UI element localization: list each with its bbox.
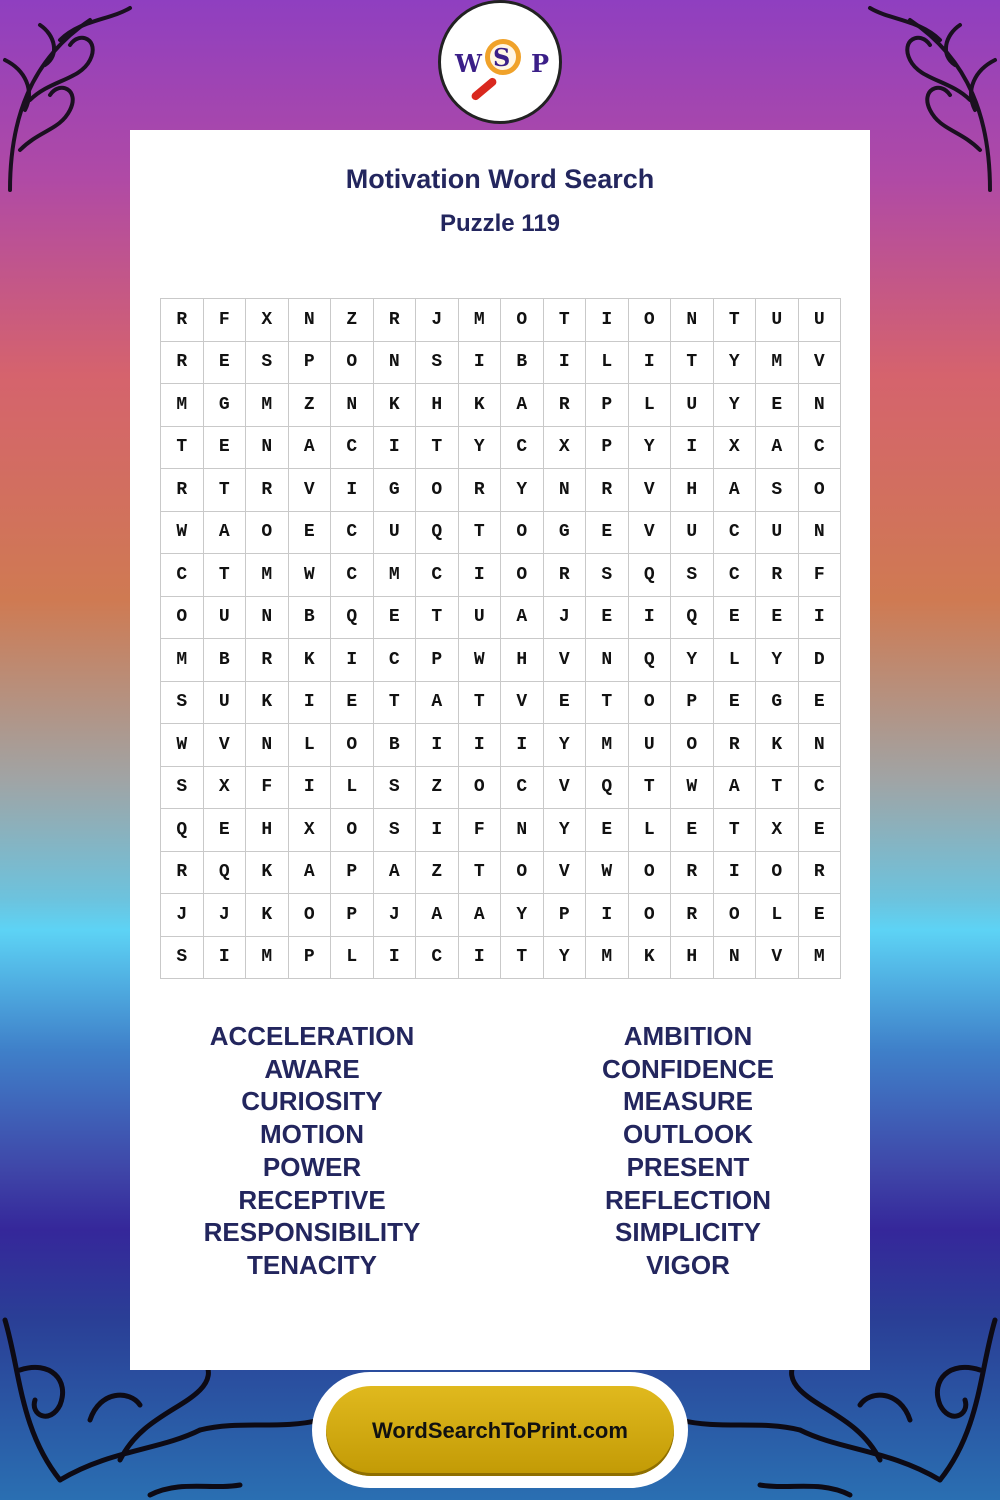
grid-cell[interactable]: R	[544, 554, 587, 597]
grid-cell[interactable]: Y	[714, 384, 757, 427]
grid-cell[interactable]: P	[289, 937, 332, 980]
grid-cell[interactable]: O	[501, 554, 544, 597]
grid-cell[interactable]: Y	[544, 809, 587, 852]
grid-cell[interactable]: N	[246, 597, 289, 640]
grid-cell[interactable]: R	[161, 299, 204, 342]
grid-cell[interactable]: W	[161, 512, 204, 555]
word-list-item: CURIOSITY	[241, 1086, 383, 1117]
grid-cell[interactable]: E	[799, 894, 842, 937]
grid-cell[interactable]: Y	[501, 894, 544, 937]
grid-cell[interactable]: H	[671, 469, 714, 512]
grid-cell[interactable]: E	[204, 342, 247, 385]
grid-cell[interactable]: M	[799, 937, 842, 980]
grid-cell[interactable]: C	[331, 554, 374, 597]
grid-cell[interactable]: O	[501, 512, 544, 555]
logo-letter-w: W	[455, 49, 482, 78]
grid-cell[interactable]: N	[246, 724, 289, 767]
grid-cell[interactable]: J	[374, 894, 417, 937]
grid-cell[interactable]: E	[714, 597, 757, 640]
grid-cell[interactable]: V	[629, 512, 672, 555]
grid-cell[interactable]: N	[671, 299, 714, 342]
grid-cell[interactable]: Y	[544, 724, 587, 767]
grid-cell[interactable]: N	[331, 384, 374, 427]
grid-cell[interactable]: C	[416, 554, 459, 597]
grid-cell[interactable]: T	[459, 512, 502, 555]
grid-cell[interactable]: L	[714, 639, 757, 682]
grid-cell[interactable]: F	[799, 554, 842, 597]
grid-cell[interactable]: O	[331, 342, 374, 385]
grid-cell[interactable]: O	[246, 512, 289, 555]
grid-cell[interactable]: M	[246, 384, 289, 427]
puzzle-subtitle: Puzzle 119	[439, 210, 561, 237]
grid-cell[interactable]: B	[501, 342, 544, 385]
grid-cell[interactable]: T	[586, 682, 629, 725]
grid-cell[interactable]: I	[459, 554, 502, 597]
grid-cell[interactable]: T	[629, 767, 672, 810]
grid-cell[interactable]: A	[756, 427, 799, 470]
grid-cell[interactable]: N	[799, 724, 842, 767]
grid-cell[interactable]: S	[161, 937, 204, 980]
grid-cell[interactable]: N	[714, 937, 757, 980]
grid-cell[interactable]: K	[246, 682, 289, 725]
grid-cell[interactable]: O	[331, 809, 374, 852]
grid-cell[interactable]: R	[671, 852, 714, 895]
word-list-item: CONFIDENCE	[602, 1053, 774, 1084]
grid-cell[interactable]: A	[501, 384, 544, 427]
logo-letter-p: P	[531, 49, 550, 78]
grid-cell[interactable]: L	[331, 767, 374, 810]
grid-cell[interactable]: P	[416, 639, 459, 682]
grid-cell[interactable]: E	[204, 809, 247, 852]
grid-cell[interactable]: C	[799, 427, 842, 470]
grid-cell[interactable]: I	[544, 342, 587, 385]
grid-cell[interactable]: F	[459, 809, 502, 852]
grid-cell[interactable]: Y	[459, 427, 502, 470]
grid-cell[interactable]: T	[544, 299, 587, 342]
grid-cell[interactable]: U	[671, 384, 714, 427]
grid-cell[interactable]: I	[416, 724, 459, 767]
grid-cell[interactable]: A	[204, 512, 247, 555]
grid-cell[interactable]: E	[586, 597, 629, 640]
grid-cell[interactable]: O	[799, 469, 842, 512]
grid-cell[interactable]: J	[416, 299, 459, 342]
grid-cell[interactable]: I	[289, 767, 332, 810]
grid-cell[interactable]: Q	[416, 512, 459, 555]
grid-cell[interactable]: R	[374, 299, 417, 342]
grid-cell[interactable]: I	[459, 937, 502, 980]
grid-cell[interactable]: O	[629, 299, 672, 342]
grid-cell[interactable]: G	[204, 384, 247, 427]
grid-cell[interactable]: I	[331, 639, 374, 682]
grid-cell[interactable]: O	[331, 724, 374, 767]
grid-cell[interactable]: Y	[671, 639, 714, 682]
grid-cell[interactable]: P	[544, 894, 587, 937]
grid-cell[interactable]: T	[714, 809, 757, 852]
grid-cell[interactable]: X	[204, 767, 247, 810]
grid-cell[interactable]: I	[671, 427, 714, 470]
grid-cell[interactable]: A	[289, 852, 332, 895]
grid-cell[interactable]: Q	[331, 597, 374, 640]
grid-cell[interactable]: N	[374, 342, 417, 385]
grid-cell[interactable]: L	[586, 342, 629, 385]
grid-cell[interactable]: L	[756, 894, 799, 937]
grid-cell[interactable]: Z	[289, 384, 332, 427]
grid-cell[interactable]: N	[246, 427, 289, 470]
grid-cell[interactable]: A	[416, 682, 459, 725]
word-list-item: OUTLOOK	[623, 1119, 753, 1150]
grid-cell[interactable]: Y	[714, 342, 757, 385]
grid-cell[interactable]: E	[671, 809, 714, 852]
grid-cell[interactable]: N	[289, 299, 332, 342]
grid-cell[interactable]: C	[331, 512, 374, 555]
grid-cell[interactable]: R	[246, 469, 289, 512]
grid-cell[interactable]: L	[629, 809, 672, 852]
grid-cell[interactable]: F	[204, 299, 247, 342]
grid-cell[interactable]: K	[289, 639, 332, 682]
grid-cell[interactable]: R	[161, 342, 204, 385]
grid-cell[interactable]: I	[714, 852, 757, 895]
grid-cell[interactable]: E	[374, 597, 417, 640]
grid-cell[interactable]: C	[714, 512, 757, 555]
grid-cell[interactable]: Q	[671, 597, 714, 640]
grid-cell[interactable]: M	[586, 724, 629, 767]
word-list-right	[538, 1020, 838, 1282]
grid-cell[interactable]: U	[459, 597, 502, 640]
grid-cell[interactable]: C	[501, 767, 544, 810]
grid-cell[interactable]: N	[501, 809, 544, 852]
grid-cell[interactable]: Z	[416, 767, 459, 810]
grid-cell[interactable]: E	[544, 682, 587, 725]
grid-cell[interactable]: I	[204, 937, 247, 980]
puzzle-title: Motivation Word Search	[345, 164, 655, 194]
grid-cell[interactable]: I	[331, 469, 374, 512]
grid-cell[interactable]: O	[629, 894, 672, 937]
grid-cell[interactable]: G	[374, 469, 417, 512]
grid-cell[interactable]: V	[204, 724, 247, 767]
grid-cell[interactable]: S	[246, 342, 289, 385]
grid-cell[interactable]: M	[161, 639, 204, 682]
grid-cell[interactable]: T	[671, 342, 714, 385]
grid-cell[interactable]: P	[586, 384, 629, 427]
grid-cell[interactable]: R	[799, 852, 842, 895]
grid-cell[interactable]: R	[714, 724, 757, 767]
grid-cell[interactable]: H	[246, 809, 289, 852]
grid-cell[interactable]: V	[544, 852, 587, 895]
grid-cell[interactable]: Z	[331, 299, 374, 342]
grid-cell[interactable]: A	[289, 427, 332, 470]
grid-cell[interactable]: N	[799, 512, 842, 555]
grid-cell[interactable]: G	[756, 682, 799, 725]
grid-cell[interactable]: C	[161, 554, 204, 597]
grid-cell[interactable]: R	[161, 469, 204, 512]
grid-cell[interactable]: S	[161, 767, 204, 810]
grid-cell[interactable]: A	[714, 767, 757, 810]
grid-cell[interactable]: B	[204, 639, 247, 682]
grid-cell[interactable]: V	[289, 469, 332, 512]
grid-cell[interactable]: C	[799, 767, 842, 810]
grid-cell[interactable]: I	[374, 937, 417, 980]
grid-cell[interactable]: F	[246, 767, 289, 810]
grid-cell[interactable]: E	[799, 809, 842, 852]
grid-cell[interactable]: E	[331, 682, 374, 725]
grid-cell[interactable]: A	[459, 894, 502, 937]
grid-cell[interactable]: V	[544, 767, 587, 810]
grid-cell[interactable]: I	[629, 597, 672, 640]
grid-cell[interactable]: O	[714, 894, 757, 937]
grid-cell[interactable]: R	[544, 384, 587, 427]
word-list-left	[162, 1020, 462, 1282]
grid-cell[interactable]: Q	[629, 639, 672, 682]
grid-cell[interactable]: D	[799, 639, 842, 682]
word-list-item: AWARE	[264, 1053, 360, 1084]
grid-cell[interactable]: E	[289, 512, 332, 555]
grid-cell[interactable]: T	[204, 469, 247, 512]
grid-cell[interactable]: O	[459, 767, 502, 810]
grid-cell[interactable]: Y	[544, 937, 587, 980]
grid-cell[interactable]: S	[756, 469, 799, 512]
grid-cell[interactable]: K	[246, 852, 289, 895]
grid-cell[interactable]: S	[586, 554, 629, 597]
word-list-item: TENACITY	[247, 1249, 377, 1280]
grid-cell[interactable]: R	[459, 469, 502, 512]
grid-cell[interactable]: R	[246, 639, 289, 682]
grid-cell[interactable]: C	[714, 554, 757, 597]
grid-cell[interactable]: I	[799, 597, 842, 640]
grid-cell[interactable]: K	[246, 894, 289, 937]
grid-cell[interactable]: O	[756, 852, 799, 895]
grid-cell[interactable]: M	[374, 554, 417, 597]
grid-cell[interactable]: B	[374, 724, 417, 767]
grid-cell[interactable]: R	[586, 469, 629, 512]
grid-cell[interactable]: I	[629, 342, 672, 385]
grid-cell[interactable]: U	[756, 512, 799, 555]
grid-cell[interactable]: C	[416, 937, 459, 980]
word-list-item: POWER	[262, 1151, 362, 1182]
grid-cell[interactable]: E	[586, 809, 629, 852]
grid-cell[interactable]: Y	[756, 639, 799, 682]
grid-cell[interactable]: S	[671, 554, 714, 597]
grid-cell[interactable]: V	[501, 682, 544, 725]
grid-cell[interactable]: A	[501, 597, 544, 640]
grid-cell[interactable]: X	[544, 427, 587, 470]
grid-cell[interactable]: V	[629, 469, 672, 512]
grid-cell[interactable]: U	[204, 597, 247, 640]
word-list-item: VIGOR	[646, 1249, 730, 1280]
grid-cell[interactable]: Q	[629, 554, 672, 597]
grid-cell[interactable]: C	[331, 427, 374, 470]
grid-cell[interactable]: W	[459, 639, 502, 682]
grid-cell[interactable]: S	[161, 682, 204, 725]
grid-cell[interactable]: I	[289, 682, 332, 725]
grid-cell[interactable]: C	[501, 427, 544, 470]
grid-cell[interactable]: M	[459, 299, 502, 342]
grid-cell[interactable]: B	[289, 597, 332, 640]
grid-cell[interactable]: U	[629, 724, 672, 767]
grid-cell[interactable]: U	[799, 299, 842, 342]
grid-cell[interactable]: T	[416, 597, 459, 640]
grid-cell[interactable]: L	[289, 724, 332, 767]
grid-cell[interactable]: A	[416, 894, 459, 937]
grid-cell[interactable]: X	[756, 809, 799, 852]
grid-cell[interactable]: T	[459, 852, 502, 895]
magnifier-handle	[470, 76, 498, 101]
grid-cell[interactable]: M	[586, 937, 629, 980]
word-list-item: ACCELERATION	[209, 1021, 415, 1051]
grid-cell[interactable]: O	[501, 299, 544, 342]
grid-cell[interactable]: P	[586, 427, 629, 470]
grid-cell[interactable]: M	[246, 937, 289, 980]
grid-cell[interactable]: J	[544, 597, 587, 640]
grid-cell[interactable]: K	[629, 937, 672, 980]
grid-cell[interactable]: E	[714, 682, 757, 725]
grid-cell[interactable]: N	[544, 469, 587, 512]
grid-cell[interactable]: V	[756, 937, 799, 980]
grid-cell[interactable]: T	[501, 937, 544, 980]
grid-cell[interactable]: Y	[501, 469, 544, 512]
grid-cell[interactable]: O	[671, 724, 714, 767]
grid-cell[interactable]: K	[374, 384, 417, 427]
grid-cell[interactable]: I	[501, 724, 544, 767]
grid-cell[interactable]: O	[161, 597, 204, 640]
grid-cell[interactable]: E	[204, 427, 247, 470]
grid-cell[interactable]: P	[289, 342, 332, 385]
site-link-button[interactable]: WordSearchToPrint.com	[326, 1386, 674, 1476]
grid-cell[interactable]: H	[416, 384, 459, 427]
grid-cell[interactable]: Z	[416, 852, 459, 895]
logo-letter-s: S	[493, 43, 511, 72]
grid-cell[interactable]: U	[374, 512, 417, 555]
word-list-item: AMBITION	[623, 1021, 753, 1051]
grid-cell[interactable]: X	[246, 299, 289, 342]
grid-cell[interactable]: Q	[161, 809, 204, 852]
grid-cell[interactable]: T	[161, 427, 204, 470]
word-list-item: SIMPLICITY	[615, 1217, 761, 1248]
grid-cell[interactable]: O	[289, 894, 332, 937]
grid-cell[interactable]: W	[289, 554, 332, 597]
grid-cell[interactable]: R	[756, 554, 799, 597]
grid-cell[interactable]: E	[756, 597, 799, 640]
site-logo[interactable]	[438, 0, 562, 124]
grid-cell[interactable]: G	[544, 512, 587, 555]
grid-cell[interactable]: J	[204, 894, 247, 937]
grid-cell[interactable]: A	[714, 469, 757, 512]
grid-cell[interactable]: Q	[586, 767, 629, 810]
grid-cell[interactable]: S	[416, 342, 459, 385]
word-list-item: PRESENT	[626, 1151, 750, 1182]
grid-cell[interactable]: I	[416, 809, 459, 852]
grid-cell[interactable]: U	[671, 512, 714, 555]
word-list-item: MEASURE	[622, 1086, 753, 1117]
grid-cell[interactable]: T	[714, 299, 757, 342]
grid-cell[interactable]: L	[331, 937, 374, 980]
grid-cell[interactable]: A	[374, 852, 417, 895]
grid-cell[interactable]: U	[204, 682, 247, 725]
grid-cell[interactable]: P	[331, 852, 374, 895]
grid-cell[interactable]: O	[629, 682, 672, 725]
grid-cell[interactable]: H	[671, 937, 714, 980]
word-list-item: RECEPTIVE	[238, 1184, 386, 1215]
grid-cell[interactable]: O	[501, 852, 544, 895]
grid-cell[interactable]: E	[756, 384, 799, 427]
word-list-item: MOTION	[260, 1119, 364, 1150]
grid-cell[interactable]: S	[374, 767, 417, 810]
grid-cell[interactable]: W	[161, 724, 204, 767]
grid-cell[interactable]: S	[374, 809, 417, 852]
grid-cell[interactable]: J	[161, 894, 204, 937]
grid-cell[interactable]: U	[756, 299, 799, 342]
word-list-item: RESPONSIBILITY	[203, 1217, 421, 1248]
grid-cell[interactable]: W	[586, 852, 629, 895]
grid-cell[interactable]: K	[756, 724, 799, 767]
grid-cell[interactable]: C	[374, 639, 417, 682]
grid-cell[interactable]: I	[374, 427, 417, 470]
grid-cell[interactable]: E	[799, 682, 842, 725]
grid-cell[interactable]: I	[459, 342, 502, 385]
grid-cell[interactable]: N	[586, 639, 629, 682]
grid-cell[interactable]: T	[416, 427, 459, 470]
grid-cell[interactable]: X	[714, 427, 757, 470]
word-list-item: REFLECTION	[604, 1184, 772, 1215]
grid-cell[interactable]: T	[459, 682, 502, 725]
grid-cell[interactable]: M	[756, 342, 799, 385]
grid-cell[interactable]: Y	[629, 427, 672, 470]
grid-cell[interactable]: W	[671, 767, 714, 810]
grid-cell[interactable]: M	[161, 384, 204, 427]
grid-cell[interactable]: T	[374, 682, 417, 725]
letter-grid	[160, 298, 841, 979]
grid-cell[interactable]: T	[756, 767, 799, 810]
grid-cell[interactable]: T	[204, 554, 247, 597]
grid-cell[interactable]: K	[459, 384, 502, 427]
grid-cell[interactable]: X	[289, 809, 332, 852]
grid-cell[interactable]: O	[629, 852, 672, 895]
grid-cell[interactable]: I	[586, 299, 629, 342]
grid-cell[interactable]: H	[501, 639, 544, 682]
grid-cell[interactable]: L	[629, 384, 672, 427]
grid-cell[interactable]: V	[544, 639, 587, 682]
grid-cell[interactable]: I	[586, 894, 629, 937]
grid-cell[interactable]: R	[671, 894, 714, 937]
grid-cell[interactable]: P	[671, 682, 714, 725]
grid-cell[interactable]: R	[161, 852, 204, 895]
grid-cell[interactable]: E	[586, 512, 629, 555]
grid-cell[interactable]: V	[799, 342, 842, 385]
grid-cell[interactable]: P	[331, 894, 374, 937]
grid-cell[interactable]: N	[799, 384, 842, 427]
grid-cell[interactable]: Q	[204, 852, 247, 895]
grid-cell[interactable]: M	[246, 554, 289, 597]
grid-cell[interactable]: I	[459, 724, 502, 767]
grid-cell[interactable]: O	[416, 469, 459, 512]
